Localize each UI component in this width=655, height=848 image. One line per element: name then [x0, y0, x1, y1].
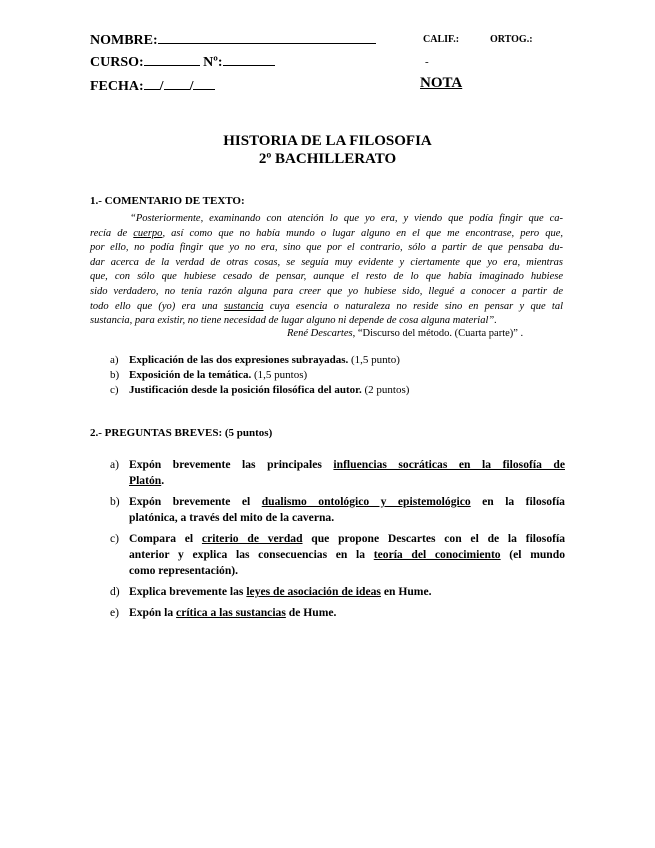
section2-heading: 2.- PREGUNTAS BREVES: (5 puntos) [90, 427, 273, 439]
question-text: en Hume. [380, 585, 432, 598]
quote-text-segment: todo ello que (yo) era una [90, 300, 224, 312]
item-label: a) [110, 354, 119, 366]
quote-line [90, 314, 563, 329]
quote-line [90, 256, 563, 271]
item-title: Exposición de la temática. [129, 369, 252, 381]
underlined-term: cuerpo [133, 227, 163, 239]
fecha-month-blank [164, 77, 190, 90]
underlined-term: criterio de verdad [201, 532, 303, 545]
curso-field [90, 53, 275, 71]
attribution-author: René Descartes [287, 328, 353, 339]
curso-blank [144, 53, 200, 66]
numero-blank [223, 53, 275, 66]
question-line [129, 547, 565, 563]
item-label: e) [110, 606, 120, 619]
quote-line [90, 270, 563, 285]
question-line [129, 510, 565, 526]
quote-attribution [287, 328, 523, 339]
quote-text-segment: que, con sólo que hubiese cesado de pensar, aunque el resto de lo que había imaginado hubiese [90, 271, 563, 283]
fecha-sep: / [159, 79, 164, 94]
curso-label: CURSO: [90, 55, 144, 70]
item-points: (1,5 punto) [348, 354, 400, 366]
underlined-term: influencias socráticas en la filosofía de [333, 458, 565, 471]
nota-label: NOTA [420, 75, 463, 91]
question-text: de Hume. [285, 606, 337, 619]
underlined-term: Platón [129, 474, 162, 487]
quote-text-segment: sustancia, para existir, no tiene necesidad de lugar alguno ni depende de cosa alguna material”. [90, 315, 497, 327]
question-text: Expón brevemente el [129, 495, 262, 508]
fecha-sep: / [189, 79, 194, 94]
item-label: c) [110, 532, 120, 545]
quote-line [90, 300, 563, 315]
item-label: a) [110, 458, 120, 471]
item-points: (1,5 puntos) [251, 369, 308, 381]
question-text: que propone Descartes con el de la filosofía [302, 532, 565, 545]
list-item [110, 369, 307, 381]
question-line [129, 494, 565, 510]
quote-text-segment: sido verdadero, no tenía razón alguna para creer que yo hubiese sido, llegué a conocer a partir de [90, 285, 563, 297]
dash-mark: - [425, 56, 429, 68]
section1-heading: 1.- COMENTARIO DE TEXTO: [90, 195, 245, 207]
quote-text-segment: , así como que no había mundo o lugar alguno en el que me encontrase, pero que, [162, 227, 563, 239]
numero-label: Nº: [203, 55, 223, 70]
attribution-source: , “Discurso del método. (Cuarta parte)” . [352, 328, 524, 339]
nombre-blank [158, 31, 376, 44]
underlined-term: sustancia [223, 300, 264, 312]
page-title: HISTORIA DE LA FILOSOFIA [223, 133, 432, 149]
question-line [129, 605, 565, 621]
quote-line [90, 212, 563, 227]
item-points: (2 puntos) [361, 384, 410, 396]
item-label: d) [110, 585, 120, 598]
quote-text-segment: “Posteriormente, examinando con atención lo que yo era, y viendo que podía fingir que ca- [130, 213, 563, 224]
item-label: c) [110, 384, 119, 396]
fecha-field [90, 77, 215, 95]
section2-list [110, 457, 565, 627]
question-text: anterior y explica las consecuencias en la [129, 548, 374, 561]
quote-line [90, 241, 563, 256]
section1-list [110, 354, 570, 404]
question-line [129, 457, 565, 473]
question-text: como representación). [129, 564, 239, 577]
question-line [129, 584, 565, 600]
question-text: (el mundo [500, 548, 566, 561]
item-label: b) [110, 495, 120, 508]
quote-line [90, 227, 563, 242]
calif-label: CALIF.: [423, 34, 460, 45]
list-item [110, 384, 409, 396]
question-text: platónica, a través del mito de la caverna. [129, 511, 335, 524]
fecha-year-blank [193, 77, 215, 90]
underlined-term: crítica a las sustancias [176, 606, 286, 619]
question-text: . [161, 474, 165, 487]
question-text: Expón brevemente las principales [129, 458, 334, 471]
question-text: Explica brevemente las [129, 585, 247, 598]
ortog-label: ORTOG.: [490, 34, 533, 45]
question-line [129, 473, 565, 489]
page-subtitle: 2º BACHILLERATO [258, 151, 397, 167]
quote-text-segment: cuya esencia o naturaleza no reside sino en pensar y que tal [263, 300, 563, 312]
question-text: Expón la [129, 606, 177, 619]
item-label: b) [110, 369, 120, 381]
nombre-field [90, 31, 376, 49]
list-item [110, 354, 400, 366]
quote-text [90, 212, 563, 329]
underlined-term: leyes de asociación de ideas [246, 585, 381, 598]
quote-text-segment: dar acerca de la verdad de otras cosas, se seguía muy evidente y ciertamente que yo era, mientras [90, 256, 563, 268]
quote-text-segment: por ello, no podía fingir que yo no era, sino que por el contrario, sólo a partir de que pensaba du- [90, 242, 563, 254]
fecha-day-blank [144, 77, 160, 90]
question-text: en la filosofía [470, 495, 565, 508]
item-title: Justificación desde la posición filosófica del autor. [129, 384, 362, 396]
quote-text-segment: recía de [90, 227, 134, 239]
underlined-term: dualismo ontológico y epistemológico [261, 495, 471, 508]
question-text: Compara el [129, 532, 202, 545]
question-line [129, 531, 565, 547]
nombre-label: NOMBRE: [90, 33, 158, 48]
item-title: Explicación de las dos expresiones subrayadas. [129, 354, 349, 366]
underlined-term: teoría del conocimiento [373, 548, 501, 561]
fecha-label: FECHA: [90, 79, 144, 94]
question-line [129, 563, 565, 579]
quote-line [90, 285, 563, 300]
